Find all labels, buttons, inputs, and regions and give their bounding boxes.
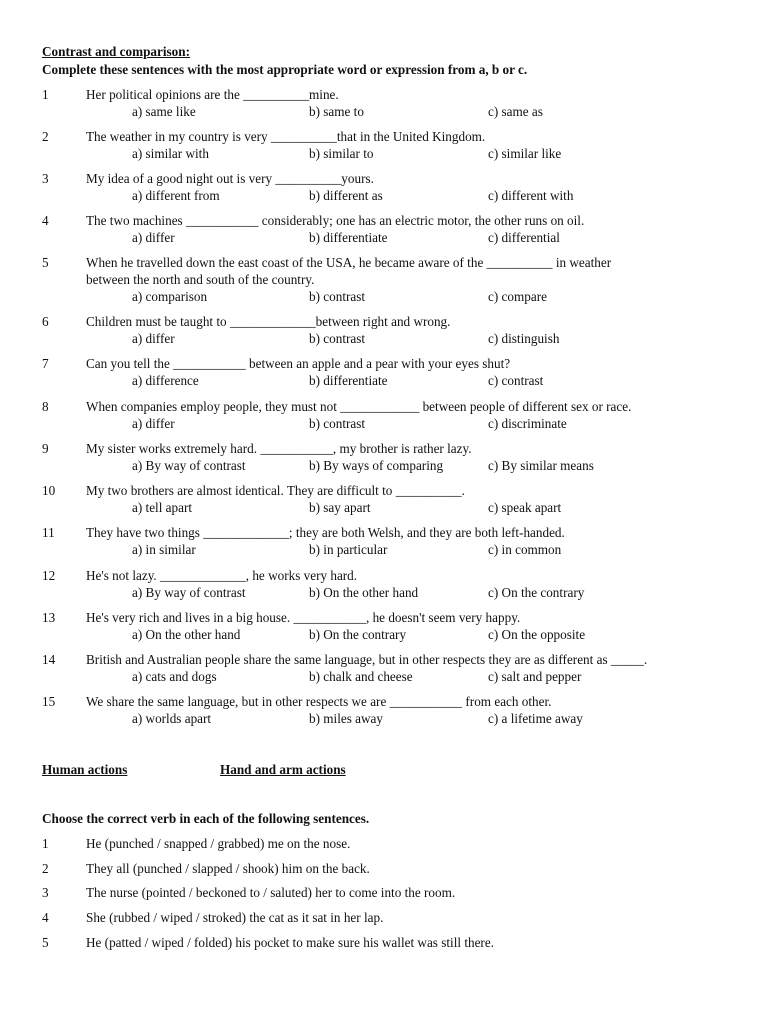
option-a[interactable]: a) comparison (132, 289, 208, 304)
question-number: 2 (42, 129, 49, 144)
option-b[interactable]: b) different as (309, 188, 383, 203)
option-c[interactable]: c) salt and pepper (488, 669, 582, 684)
item-number: 2 (42, 861, 49, 876)
question-stem: My sister works extremely hard. ___________, my brother is rather lazy. (86, 441, 472, 456)
item-text[interactable]: The nurse (pointed / beckoned to / saluted) her to come into the room. (86, 885, 456, 900)
option-a[interactable]: a) On the other hand (132, 627, 241, 642)
section2-title-right: Hand and arm actions (220, 762, 346, 777)
question-number: 15 (42, 694, 56, 709)
option-c[interactable]: c) similar like (488, 146, 562, 161)
option-a[interactable]: a) By way of contrast (132, 585, 246, 600)
item-number: 1 (42, 836, 49, 851)
option-b[interactable]: b) contrast (309, 416, 366, 431)
option-c[interactable]: c) On the opposite (488, 627, 586, 642)
option-c[interactable]: c) distinguish (488, 331, 560, 346)
item-text[interactable]: They all (punched / slapped / shook) him on the back. (86, 861, 370, 876)
question-stem: Children must be taught to _____________between right and wrong. (86, 314, 451, 329)
question-number: 12 (42, 568, 56, 583)
question-stem: When companies employ people, they must not ____________ between people of different sex or race. (86, 399, 632, 414)
question-number: 9 (42, 441, 49, 456)
question-number: 11 (42, 525, 55, 540)
question-stem: My two brothers are almost identical. They are difficult to __________. (86, 483, 465, 498)
item-text[interactable]: She (rubbed / wiped / stroked) the cat as it sat in her lap. (86, 910, 384, 925)
option-b[interactable]: b) say apart (309, 500, 371, 515)
item-text[interactable]: He (patted / wiped / folded) his pocket to make sure his wallet was still there. (86, 935, 494, 950)
option-a[interactable]: a) similar with (132, 146, 209, 161)
question-stem: They have two things _____________; they are both Welsh, and they are both left-handed. (86, 525, 565, 540)
section1-title: Contrast and comparison: (42, 44, 190, 59)
option-a[interactable]: a) in similar (132, 542, 196, 557)
question-stem: Can you tell the ___________ between an apple and a pear with your eyes shut? (86, 356, 511, 371)
option-b[interactable]: b) miles away (309, 711, 383, 726)
option-c[interactable]: c) discriminate (488, 416, 567, 431)
option-a[interactable]: a) same like (132, 104, 196, 119)
section2-title-left: Human actions (42, 762, 128, 777)
option-c[interactable]: c) same as (488, 104, 543, 119)
question-stem-line2: between the north and south of the country. (86, 272, 315, 287)
option-b[interactable]: b) differentiate (309, 230, 388, 245)
option-c[interactable]: c) different with (488, 188, 574, 203)
option-c[interactable]: c) By similar means (488, 458, 594, 473)
option-b[interactable]: b) By ways of comparing (309, 458, 444, 473)
question-number: 4 (42, 213, 49, 228)
question-stem: British and Australian people share the same language, but in other respects they are as different as _____. (86, 652, 648, 667)
option-b[interactable]: b) On the contrary (309, 627, 407, 642)
question-number: 7 (42, 356, 49, 371)
option-c[interactable]: c) On the contrary (488, 585, 585, 600)
question-stem: My idea of a good night out is very __________yours. (86, 171, 374, 186)
option-c[interactable]: c) speak apart (488, 500, 562, 515)
item-number: 5 (42, 935, 49, 950)
question-stem: He's not lazy. _____________, he works very hard. (86, 568, 358, 583)
option-c[interactable]: c) in common (488, 542, 562, 557)
option-b[interactable]: b) same to (309, 104, 364, 119)
question-number: 8 (42, 399, 49, 414)
option-a[interactable]: a) difference (132, 373, 199, 388)
question-stem: We share the same language, but in other respects we are ___________ from each other. (86, 694, 552, 709)
option-c[interactable]: c) compare (488, 289, 547, 304)
question-number: 14 (42, 652, 56, 667)
question-stem: Her political opinions are the __________mine. (86, 87, 339, 102)
option-b[interactable]: b) On the other hand (309, 585, 419, 600)
option-a[interactable]: a) different from (132, 188, 220, 203)
question-number: 1 (42, 87, 49, 102)
option-b[interactable]: b) differentiate (309, 373, 388, 388)
section1-instruction: Complete these sentences with the most appropriate word or expression from a, b or c. (42, 62, 528, 77)
section2-instruction: Choose the correct verb in each of the following sentences. (42, 811, 370, 826)
option-b[interactable]: b) contrast (309, 289, 366, 304)
question-number: 13 (42, 610, 56, 625)
option-a[interactable]: a) worlds apart (132, 711, 212, 726)
option-c[interactable]: c) a lifetime away (488, 711, 583, 726)
option-b[interactable]: b) contrast (309, 331, 366, 346)
option-c[interactable]: c) contrast (488, 373, 544, 388)
option-a[interactable]: a) tell apart (132, 500, 193, 515)
option-a[interactable]: a) differ (132, 416, 175, 431)
question-stem: When he travelled down the east coast of the USA, he became aware of the __________ in weather (86, 255, 612, 270)
option-b[interactable]: b) in particular (309, 542, 388, 557)
option-b[interactable]: b) chalk and cheese (309, 669, 413, 684)
option-b[interactable]: b) similar to (309, 146, 374, 161)
option-a[interactable]: a) cats and dogs (132, 669, 217, 684)
option-a[interactable]: a) By way of contrast (132, 458, 246, 473)
question-number: 5 (42, 255, 49, 270)
option-a[interactable]: a) differ (132, 331, 175, 346)
item-number: 3 (42, 885, 49, 900)
question-number: 3 (42, 171, 49, 186)
question-stem: He's very rich and lives in a big house. ___________, he doesn't seem very happy. (86, 610, 521, 625)
question-stem: The weather in my country is very __________that in the United Kingdom. (86, 129, 486, 144)
question-number: 10 (42, 483, 56, 498)
option-a[interactable]: a) differ (132, 230, 175, 245)
question-stem: The two machines ___________ considerably; one has an electric motor, the other runs on oil. (86, 213, 585, 228)
item-text[interactable]: He (punched / snapped / grabbed) me on the nose. (86, 836, 351, 851)
option-c[interactable]: c) differential (488, 230, 560, 245)
question-number: 6 (42, 314, 49, 329)
item-number: 4 (42, 910, 49, 925)
